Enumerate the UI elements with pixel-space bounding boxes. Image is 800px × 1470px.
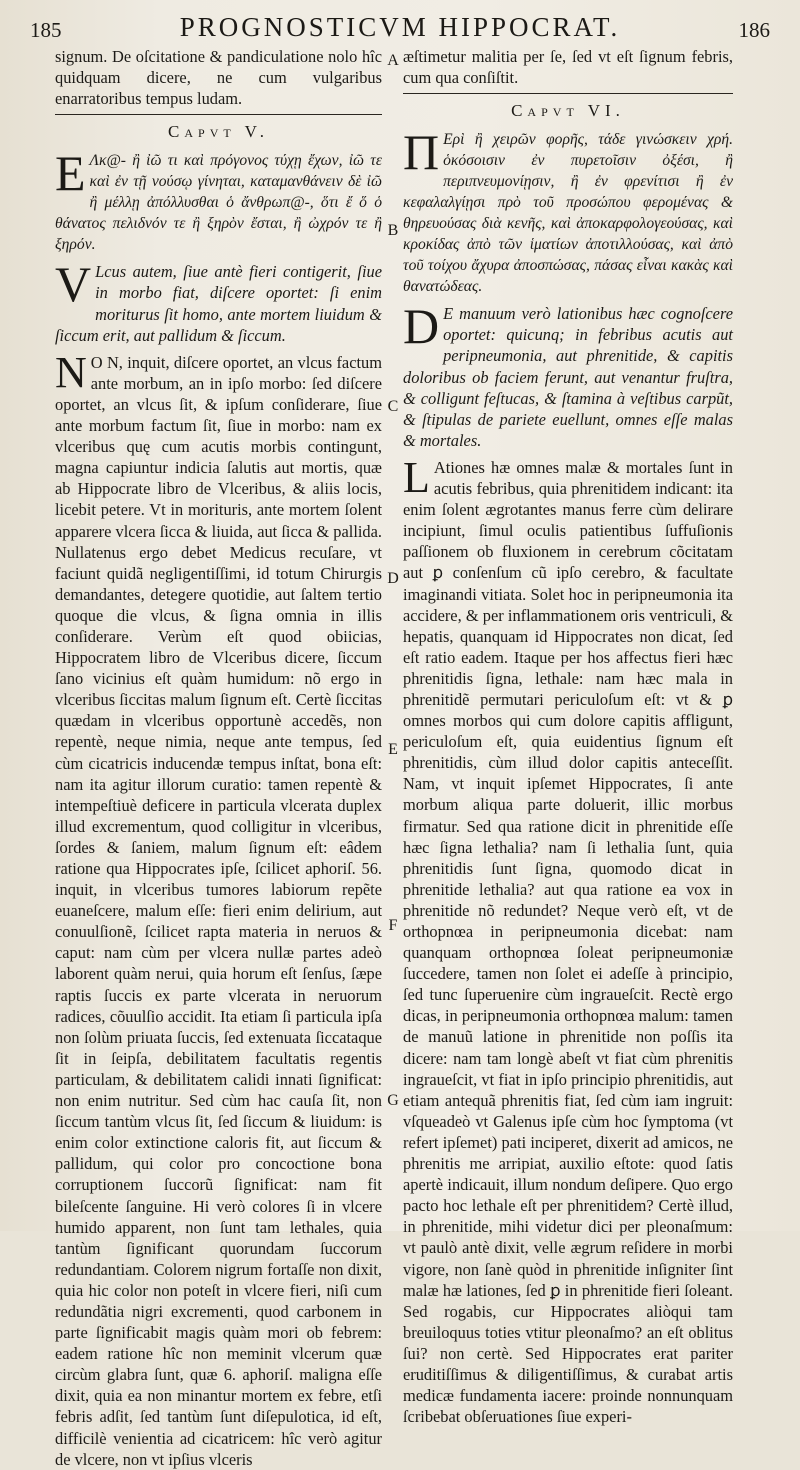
margin-letter-a: A: [387, 52, 399, 69]
margin-letter-g: G: [387, 1092, 399, 1109]
latin-text-vi: [403, 298, 733, 451]
running-header: [30, 12, 770, 46]
margin-letter-c: C: [387, 398, 399, 415]
margin-letter-e: E: [388, 741, 398, 758]
left-intro-text: signum. De oſcitatione & pandiculatione nolo hîc quidquam dicere, ne cum vulgaribus enarratoribus tempus ludam.: [55, 47, 382, 109]
greek-passage-vi: Ερὶ ἢ χειρῶν φορῆς, τάδε γινώσκειν χρή. ὁκόσοισιν ἐν πυρετοῖσιν ὀξέσι, ἢ περιπνευμονίῃσιν, ἢ ἐν φρενίτισι ἢ ἐν κεφαλαλγίῃσι πρὸ τοῦ προσώπου φερομένας & θηρευούσας διὰ κενῆς, καὶ ἀποκαρφολογεούσας, καὶ κροκίδας ἀπὸ τῶν ἱματίων ἀποτιλλούσας, καὶ ἀπὸ τοῦ τοίχου ἄχυρα ἀποσπώσας, πάσας εἶναι κακὰς καὶ θανατώδεας.: [403, 131, 733, 296]
drop-cap-greek-vi: Π: [403, 124, 440, 181]
drop-cap-commentary-v: N: [55, 347, 87, 397]
left-column: [55, 46, 382, 1469]
greek-text-vi: [403, 124, 733, 297]
commentary-text-v: O N, inquit, diſcere oportet, an vlcus factum ante morbum, an in ipſo morbo: ſed diſcere oportet, an vlcus ſit, & ipſum conſiderare, ſiue ante morbum factum ſit, ſiue in morbo: nam ex vlceribus quę cum acutis morbis contingunt, magna capiuntur indicia ſalutis aut mortis, quæ ab Hippocrate libro de Vlceribus, & aliis locis, licebit petere. Vt in morituris, ante mortem ſolent apparere vlcera ſicca & liuida, aut ſicca & pallida. Nullatenus ergo debet Medicus recuſare, vt faciunt quidã negligentiſſimi, id totum Chirurgis demandantes, detegere quotidie, aut ſaltem tertio quoque die vlcus, & ſigna omnia in illis conſiderare. Verùm eſt quod obiicias, Hippocratem libro de Vlceribus dicere, ſiccum ſano vicinius eſt quàm humidum: nõ ergo in vlceribus ſiccitas malum ſignum eſt. Certè ſiccitas quædam in vlceribus opportunè accedẽs, non repentè, neque nimia, neque ante tempus, ſed cùm cicatricis inducendæ tempus inſtat, bona eſt: nam ita agitur illorum curatio: tamen repentè & intempeſtiuè deficere in particula vlcerata duplex illud excrementum, quod colligitur in vlceribus, ſordes & ſaniem, malum ſignum eſt: eâdem ratione qua Hippocrates ipſe, ſcilicet aphoriſ. 56. inquit, in vlceribus tumores labiorum repẽte euaneſcere, malum eſſe: fieri enim delirium, aut conuulſionẽ, ſcilicet rapta materia in neruos & caput: nam cùm per vlcera nullæ partes adeò laborent quàm nerui, quia horum eſt ſenſus, ſæpe raptis ſuccis ex parte vlcerata in neruorum radices, cõuulſio accidit. Ita etiam ſi particula ipſa non ſolùm priuata ſuccis, ſed extenuata ſiccataque ſit in ſeipſa, debilitatem facultatis regentis particulam, & debilitatem calidi innati ſignificat: non enim nutritur. Sed cùm hac cauſa ſit, non ſiccum tantùm vlcus ſit, ſed ſiccum & liuidum: is enim color extinctione caloris fit, aut ſiccum & pallidum, qui color pro concoctione bona corruptionem ſuccorũ ſignificat: nam fit bileſcente ſanguine. Hi verò colores ſi in vlcere humido apparent, non ſunt tam lethales, quia tantùm ſignificant quorundam ſuccorum redundantiam. Colorem nigrum fortaſſe non dixit, quia hic color non poteſt in vlcere fieri, niſi cum redundãtia nigri excrementi, quod carbonem in parte ſignificabit magis quàm mori ob febrem: eadem ratione hîc non meminit vlcerum quæ circùm glabra ſunt, quæ 6. aphoriſ. maligna eſſe dixit, quia ea non minantur mortem ex febre, etſi febris adſit, ſed tantùm ſunt diſepulotica, id eſt, difficilè venientia ad cicatricem: hîc verò agitur de vlcere, non vt ipſius vlceris: [55, 352, 382, 1469]
margin-letter-f: F: [388, 917, 398, 934]
drop-cap-latin-v: V: [55, 256, 92, 313]
chapter-heading-vi: Capvt VI.: [511, 101, 625, 121]
drop-cap-commentary-vi: L: [403, 452, 430, 502]
greek-passage-v: Λκ@- ἢ ἰῶ τι καὶ πρόγονος τύχῃ ἔχων, ἰῶ τε καὶ ἐν τῇ νούσῳ γίνηται, καταμανθάνειν δὲ ἰῶ ἢ μέλλῃ ἀπόλλυσθαι ὁ ἄνθρωπ@-, ὅτι ἔ ὅ ὁ θάνατος πελιδνόν τε ἢ ξηρὸν ἔσται, ἢ ὠχρόν τε ἢ ξηρόν.: [55, 152, 382, 254]
page-number-left: 185: [30, 18, 62, 42]
right-column: [403, 46, 733, 1427]
margin-letter-d: D: [387, 570, 399, 587]
greek-text-v: [55, 145, 382, 255]
right-intro-text: æſtimetur malitia per ſe, ſed vt eſt ſignum febris, cum qua conſiſtit.: [403, 47, 733, 88]
margin-letter-b: B: [387, 222, 399, 239]
chapter-heading-v: Capvt V.: [168, 122, 269, 142]
drop-cap-latin-vi: D: [403, 298, 440, 355]
running-title: PROGNOSTICVM HIPPOCRAT.: [179, 12, 621, 42]
drop-cap-greek-v: E: [55, 145, 86, 202]
commentary-vi: [403, 452, 733, 1427]
section-divider: [55, 114, 382, 115]
latin-text-v: [55, 256, 382, 345]
page-number-right: 186: [738, 18, 770, 42]
section-divider: [403, 93, 733, 94]
latin-passage-v: Lcus autem, ſiue antè fieri contigerit, ſiue in morbo fiat, diſcere oportet: ſi enim moriturus ſit homo, ante mortem liuidum & ſiccum erit, aut pallidum & ſiccum.: [55, 262, 382, 345]
latin-passage-vi: E manuum verò lationibus hæc cognoſcere oportet: quicunq; in febribus acutis aut peripneumonia, aut phrenitide, & capitis doloribus ob faciem ferunt, aut venantur fruſtra, & colligunt feſtucas, & ſtamina à veſtibus carpũt, & ſtipulas de pariete euellunt, omnes eſſe malas & mortales.: [403, 304, 733, 450]
commentary-text-vi: Ationes hæ omnes malæ & mortales ſunt in acutis febribus, quia phrenitidem indicant: ita enim ſolent ægrotantes manus ferre cùm delirare incipiunt, ſimul oculis patientibus ſuffuſionis paſſionem ob fluxionem in cerebrum cõcitatam aut ꝑ conſenſum cũ ipſo cerebro, & facultate imaginandi vitiata. Solet hoc in peripneumonia ita accidere, & per inflammationem oris ventriculi, & hepatis, quanquam id Hippocrates non dicat, ſed eſt ratio eadem. Itaque per hos affectus fieri hæc phrenitidis ſigna, lethale: nam hæc mala in phrenitidẽ permutari periculoſum eſt: vt & ꝑ omnes morbos qui cum dolore capitis affligunt, periculoſum eſt, quia euidentius ſignum eſt phrenitidis, cùm illud dolor capitis anteceſſit. Nam, vt inquit ipſemet Hippocrates, ſi ante morbum aliqua parte doluerit, illic morbus firmatur. Sed qua ratione dicit in phrenitide eſſe hæc ſigna lethalia? nam ſi lethalia ſunt, quia phrenitidis ſunt ſigna, quomodo dicat in phrenitide lethalia? aut qua ratione ea vox in phrenitide nõ redundet? Neque verò eſt, vt de orthopnœa in peripneumonia dicebat: nam quanquam orthopnœa ſoleat peripneumoniæ ſuccedere, tamen non ſolet ei adeſſe à principio, ſed tunc ſuperuenire cùm ingraueſcit. Rectè ergo dicas, in peripneumonia orthopnœa malum: tamen de manuũ latione in phrenitide non poſſis ita dicere: nam tam longè abeſt vt fiat cùm phrenitis ingraueſcit, vt fiat in ipſo principio phrenitidis, aut etiam antequã phrenitis fiat, ſed cùm iam ingruit: vſqueadeò vt Galenus ipſe cùm hoc ſymptoma (vt refert ipſemet) pati inciperet, dixerit ad amicos, ne phrenitis me arripiat, auxilio eſtote: quod ſatis apertè indicauit, illum nondum deſipere. Quo ergo pacto hoc lethale eſt per phrenitidem? Certè illud, in phrenitide, mihi videtur dici per pleonaſmum: vt paulò antè dixit, velle ægrum reſidere in morbi vigore, non ſanè quòd in phrenitide inſigniter ſint malæ hæ lationes, ſed ꝑ in phrenitide fieri ſoleant. Sed rogabis, cur Hippocrates aliòqui tam breuiloquus toties vtitur pleonaſmo? an eſt oblitus ſui? non certè. Sed Hippocrates erat pariter eruditiſſimus & diligentiſſimus, & curabat artis medicæ fundamenta iacere: proinde nonnunquam ſcribebat obſeruationes ſiue experi-: [403, 457, 733, 1427]
commentary-v: [55, 347, 382, 1470]
